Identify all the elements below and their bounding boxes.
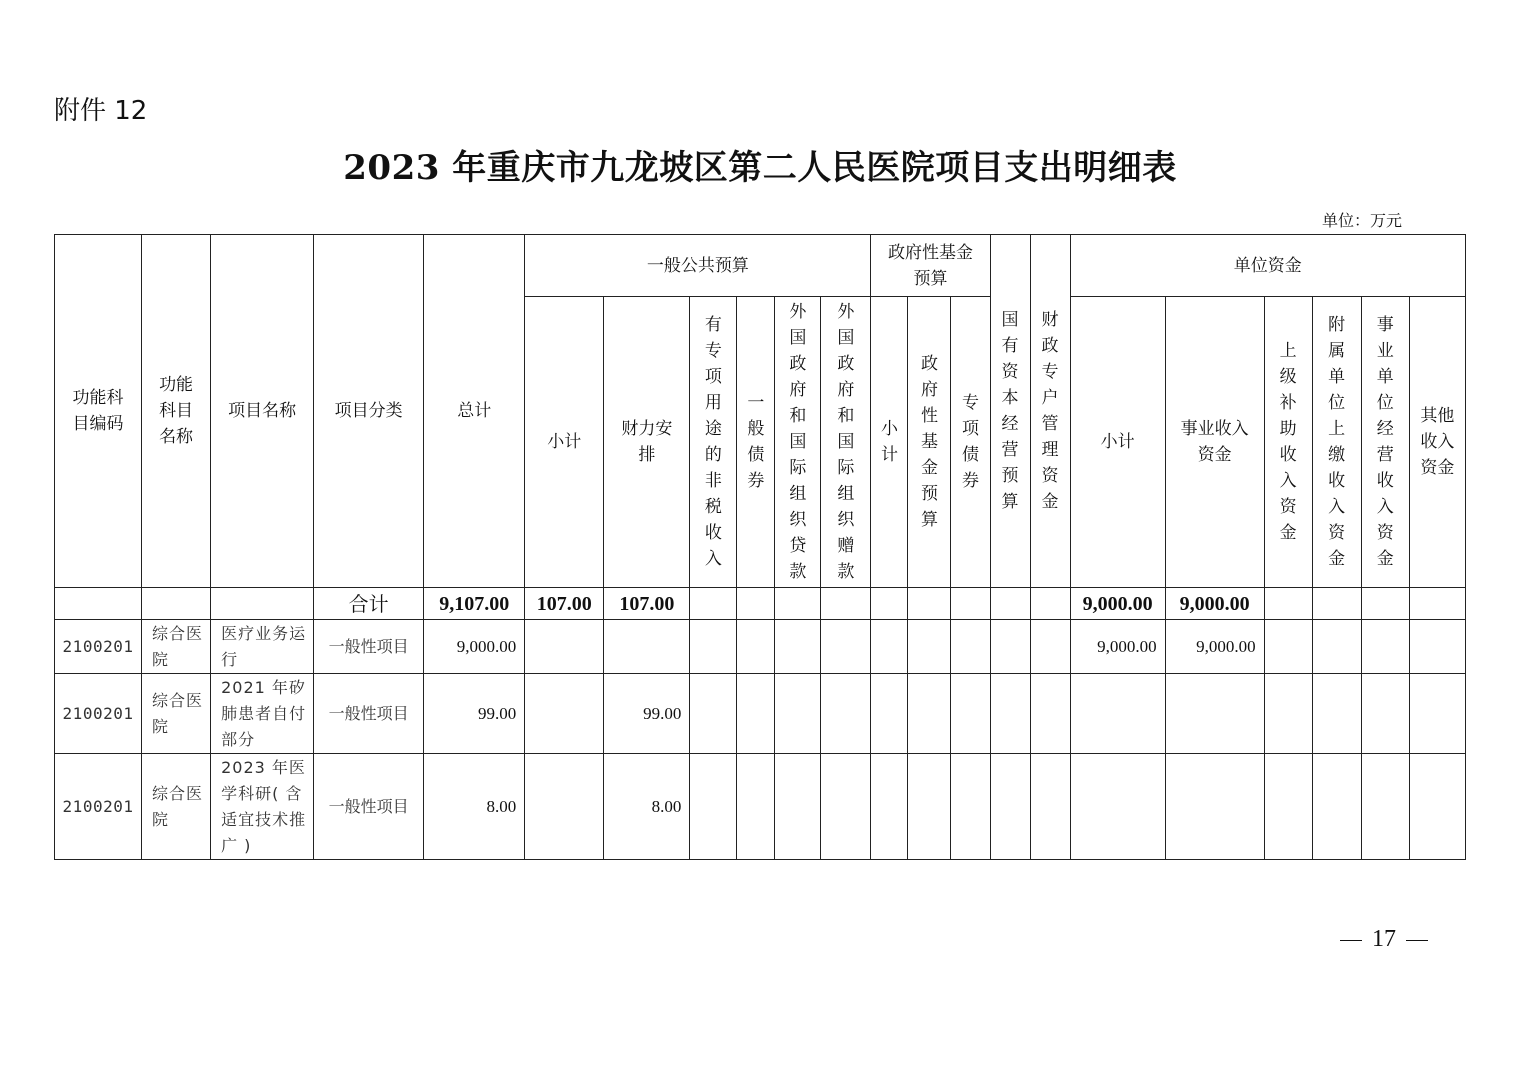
dash-right (1406, 940, 1428, 941)
row-gb-fiscal (604, 620, 690, 674)
row-total: 99.00 (424, 674, 525, 754)
row-project-name: 医疗业务运行 (211, 620, 314, 674)
row-project-name: 2021 年矽肺患者自付部分 (211, 674, 314, 754)
row-project-type: 一般性项目 (314, 620, 424, 674)
page-number (1330, 926, 1438, 953)
row-gb-fiscal: 99.00 (604, 674, 690, 754)
total-row (55, 588, 1466, 620)
page-number-value: 17 (1372, 926, 1396, 952)
row-func-name: 综合医院 (142, 620, 211, 674)
row-total: 8.00 (424, 754, 525, 860)
row-code: 2100201 (55, 620, 142, 674)
total-total: 9,107.00 (424, 588, 525, 620)
row-uf-business (1165, 674, 1264, 754)
table-row (55, 674, 1466, 754)
header-gov-fund: 政府性基金预算 (871, 235, 990, 297)
header-uf-superior: 上级补助收入资金 (1264, 297, 1312, 588)
header-gb-special-nontax: 有专项用途的非税收入 (690, 297, 737, 588)
expenditure-table (54, 234, 1466, 860)
header-gb-fiscal: 财力安排 (604, 297, 690, 588)
row-project-name: 2023 年医学科研( 含适宜技术推广 ) (211, 754, 314, 860)
row-uf-business (1165, 754, 1264, 860)
total-uf-subtotal: 9,000.00 (1070, 588, 1165, 620)
row-func-name: 综合医院 (142, 674, 211, 754)
header-general-budget: 一般公共预算 (525, 235, 871, 297)
header-uf-affiliated: 附属单位上缴收入资金 (1312, 297, 1361, 588)
header-project-name: 项目名称 (211, 235, 314, 588)
total-label: 合计 (314, 588, 424, 620)
header-project-type: 项目分类 (314, 235, 424, 588)
row-code: 2100201 (55, 754, 142, 860)
header-fiscal-special: 财政专户管理资金 (1030, 235, 1070, 588)
header-func-code: 功能科目编码 (55, 235, 142, 588)
header-uf-operating: 事业单位经营收入资金 (1361, 297, 1409, 588)
row-uf-business: 9,000.00 (1165, 620, 1264, 674)
header-uf-subtotal: 小计 (1070, 297, 1165, 588)
header-total: 总计 (424, 235, 525, 588)
total-gb-subtotal: 107.00 (525, 588, 604, 620)
header-unit-funds: 单位资金 (1070, 235, 1465, 297)
table-row (55, 620, 1466, 674)
total-gb-fiscal: 107.00 (604, 588, 690, 620)
attachment-label: 附件 12 (54, 96, 148, 126)
row-uf-subtotal: 9,000.00 (1070, 620, 1165, 674)
header-gb-general-bond: 一般债券 (737, 297, 775, 588)
unit-label: 单位：万元 (1322, 211, 1403, 230)
row-func-name: 综合医院 (142, 754, 211, 860)
dash-left (1340, 940, 1362, 941)
page-title: 2023 年重庆市九龙坡区第二人民医院项目支出明细表 (343, 148, 1177, 188)
header-gf-fund: 政府性基金预算 (908, 297, 951, 588)
header-uf-business: 事业收入资金 (1165, 297, 1264, 588)
header-func-name: 功能科目名称 (142, 235, 211, 588)
row-total: 9,000.00 (424, 620, 525, 674)
row-gb-fiscal: 8.00 (604, 754, 690, 860)
header-gf-special-bond: 专项债券 (951, 297, 990, 588)
row-code: 2100201 (55, 674, 142, 754)
row-project-type: 一般性项目 (314, 674, 424, 754)
row-uf-subtotal (1070, 754, 1165, 860)
header-state-capital: 国有资本经营预算 (990, 235, 1030, 588)
header-gb-subtotal: 小计 (525, 297, 604, 588)
header-uf-other: 其他收入资金 (1409, 297, 1465, 588)
table-row (55, 754, 1466, 860)
header-gb-foreign-gift: 外国政府和国际组织赠款 (821, 297, 871, 588)
header-gb-foreign-loan: 外国政府和国际组织贷款 (775, 297, 821, 588)
row-uf-subtotal (1070, 674, 1165, 754)
total-uf-business: 9,000.00 (1165, 588, 1264, 620)
header-row-1 (55, 235, 1466, 297)
row-project-type: 一般性项目 (314, 754, 424, 860)
header-gf-subtotal: 小计 (871, 297, 908, 588)
